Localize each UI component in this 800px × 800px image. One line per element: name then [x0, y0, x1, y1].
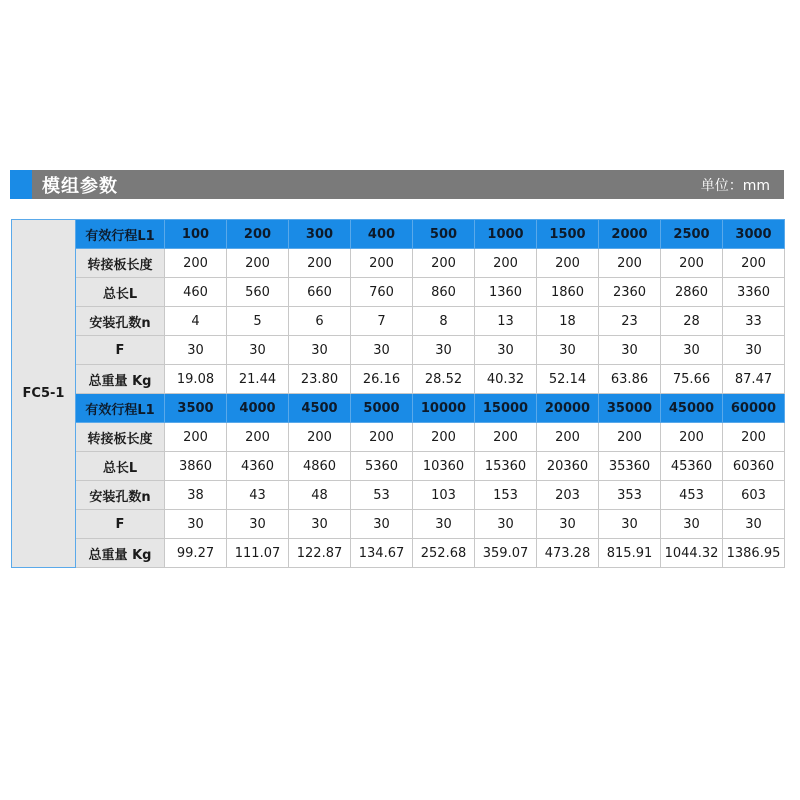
table-cell: 300 [289, 220, 351, 249]
table-cell: 30 [537, 510, 599, 539]
table-cell: 200 [227, 249, 289, 278]
table-cell: 15000 [475, 394, 537, 423]
table-cell: 30 [289, 336, 351, 365]
table-cell: 815.91 [599, 539, 661, 568]
table-row [12, 423, 785, 452]
table-cell: 5360 [351, 452, 413, 481]
table-cell: 252.68 [413, 539, 475, 568]
table-cell: 8 [413, 307, 475, 336]
table-cell: 400 [351, 220, 413, 249]
table-cell: 13 [475, 307, 537, 336]
table-cell: 203 [537, 481, 599, 510]
table-cell: 3860 [165, 452, 227, 481]
table-cell: 134.67 [351, 539, 413, 568]
row-label: 安装孔数n [76, 307, 165, 336]
stroke-header-row [12, 394, 785, 423]
table-cell: 200 [537, 423, 599, 452]
unit-label: 单位：mm [700, 177, 770, 194]
table-cell: 200 [351, 249, 413, 278]
row-label: 总重量 Kg [76, 539, 165, 568]
table-cell: 560 [227, 278, 289, 307]
table-cell: 28 [661, 307, 723, 336]
row-label: 转接板长度 [76, 249, 165, 278]
table-cell: 30 [599, 336, 661, 365]
table-cell: 63.86 [599, 365, 661, 394]
table-row [12, 481, 785, 510]
table-cell: 1860 [537, 278, 599, 307]
table-cell: 122.87 [289, 539, 351, 568]
table-cell: 30 [289, 510, 351, 539]
table-cell: 52.14 [537, 365, 599, 394]
table-cell: 2360 [599, 278, 661, 307]
table-cell: 200 [661, 423, 723, 452]
table-cell: 40.32 [475, 365, 537, 394]
table-cell: 460 [165, 278, 227, 307]
table-cell: 33 [723, 307, 785, 336]
table-row [12, 452, 785, 481]
stroke-header-row [12, 220, 785, 249]
table-cell: 30 [413, 336, 475, 365]
table-cell: 200 [165, 423, 227, 452]
table-cell: 1000 [475, 220, 537, 249]
table-cell: 5000 [351, 394, 413, 423]
table-cell: 2860 [661, 278, 723, 307]
table-cell: 111.07 [227, 539, 289, 568]
table-cell: 353 [599, 481, 661, 510]
table-cell: 30 [351, 336, 413, 365]
table-cell: 200 [599, 423, 661, 452]
table-cell: 200 [289, 249, 351, 278]
table-cell: 23.80 [289, 365, 351, 394]
table-cell: 4 [165, 307, 227, 336]
table-cell: 60000 [723, 394, 785, 423]
table-cell: 30 [351, 510, 413, 539]
table-cell: 30 [413, 510, 475, 539]
table-cell: 60360 [723, 452, 785, 481]
table-cell: 200 [661, 249, 723, 278]
table-cell: 35360 [599, 452, 661, 481]
table-cell: 30 [165, 510, 227, 539]
table-cell: 30 [723, 336, 785, 365]
table-cell: 4000 [227, 394, 289, 423]
table-cell: 23 [599, 307, 661, 336]
table-row [12, 278, 785, 307]
table-row [12, 539, 785, 568]
table-row [12, 336, 785, 365]
table-cell: 38 [165, 481, 227, 510]
model-name-cell: FC5-1 [12, 220, 76, 568]
table-cell: 35000 [599, 394, 661, 423]
section-header-bar [10, 170, 784, 199]
table-cell: 20360 [537, 452, 599, 481]
table-cell: 1044.32 [661, 539, 723, 568]
table-cell: 5 [227, 307, 289, 336]
row-label: 总长L [76, 452, 165, 481]
parameter-table [11, 219, 785, 568]
table-cell: 30 [475, 336, 537, 365]
table-cell: 200 [413, 249, 475, 278]
table-cell: 30 [723, 510, 785, 539]
header-accent-block [10, 170, 32, 199]
table-cell: 453 [661, 481, 723, 510]
table-cell: 200 [475, 249, 537, 278]
table-cell: 30 [537, 336, 599, 365]
table-cell: 200 [599, 249, 661, 278]
row-label: 总重量 Kg [76, 365, 165, 394]
table-cell: 99.27 [165, 539, 227, 568]
table-cell: 200 [227, 220, 289, 249]
table-cell: 15360 [475, 452, 537, 481]
table-cell: 30 [227, 510, 289, 539]
table-cell: 6 [289, 307, 351, 336]
table-cell: 2500 [661, 220, 723, 249]
table-cell: 45360 [661, 452, 723, 481]
table-cell: 200 [289, 423, 351, 452]
table-cell: 75.66 [661, 365, 723, 394]
table-cell: 153 [475, 481, 537, 510]
parameter-table-body [12, 220, 785, 568]
table-cell: 30 [475, 510, 537, 539]
table-cell: 3360 [723, 278, 785, 307]
row-label: F [76, 336, 165, 365]
table-cell: 1386.95 [723, 539, 785, 568]
row-label: 有效行程L1 [76, 220, 165, 249]
table-cell: 30 [661, 510, 723, 539]
table-cell: 30 [165, 336, 227, 365]
table-cell: 10000 [413, 394, 475, 423]
table-cell: 45000 [661, 394, 723, 423]
table-cell: 4360 [227, 452, 289, 481]
table-cell: 660 [289, 278, 351, 307]
table-cell: 7 [351, 307, 413, 336]
table-cell: 30 [599, 510, 661, 539]
table-cell: 200 [165, 249, 227, 278]
table-cell: 1360 [475, 278, 537, 307]
table-cell: 21.44 [227, 365, 289, 394]
table-cell: 53 [351, 481, 413, 510]
table-cell: 500 [413, 220, 475, 249]
row-label: 安装孔数n [76, 481, 165, 510]
section-title: 模组参数 [42, 175, 118, 197]
table-cell: 10360 [413, 452, 475, 481]
row-label: 总长L [76, 278, 165, 307]
row-label: 有效行程L1 [76, 394, 165, 423]
row-label: F [76, 510, 165, 539]
table-cell: 48 [289, 481, 351, 510]
table-row [12, 365, 785, 394]
table-cell: 200 [413, 423, 475, 452]
row-label: 转接板长度 [76, 423, 165, 452]
table-cell: 3000 [723, 220, 785, 249]
table-cell: 26.16 [351, 365, 413, 394]
table-cell: 1500 [537, 220, 599, 249]
table-cell: 43 [227, 481, 289, 510]
table-cell: 18 [537, 307, 599, 336]
table-cell: 473.28 [537, 539, 599, 568]
table-cell: 30 [227, 336, 289, 365]
table-cell: 103 [413, 481, 475, 510]
table-cell: 860 [413, 278, 475, 307]
table-row [12, 510, 785, 539]
table-cell: 4500 [289, 394, 351, 423]
table-cell: 760 [351, 278, 413, 307]
parameter-table-container [11, 219, 785, 568]
table-cell: 200 [351, 423, 413, 452]
table-cell: 100 [165, 220, 227, 249]
table-cell: 200 [723, 423, 785, 452]
table-cell: 20000 [537, 394, 599, 423]
table-cell: 2000 [599, 220, 661, 249]
table-cell: 200 [227, 423, 289, 452]
table-cell: 3500 [165, 394, 227, 423]
table-cell: 359.07 [475, 539, 537, 568]
table-cell: 87.47 [723, 365, 785, 394]
table-cell: 28.52 [413, 365, 475, 394]
table-cell: 200 [723, 249, 785, 278]
table-cell: 603 [723, 481, 785, 510]
table-cell: 4860 [289, 452, 351, 481]
table-cell: 200 [475, 423, 537, 452]
table-cell: 200 [537, 249, 599, 278]
table-row [12, 307, 785, 336]
table-cell: 19.08 [165, 365, 227, 394]
table-cell: 30 [661, 336, 723, 365]
table-row [12, 249, 785, 278]
